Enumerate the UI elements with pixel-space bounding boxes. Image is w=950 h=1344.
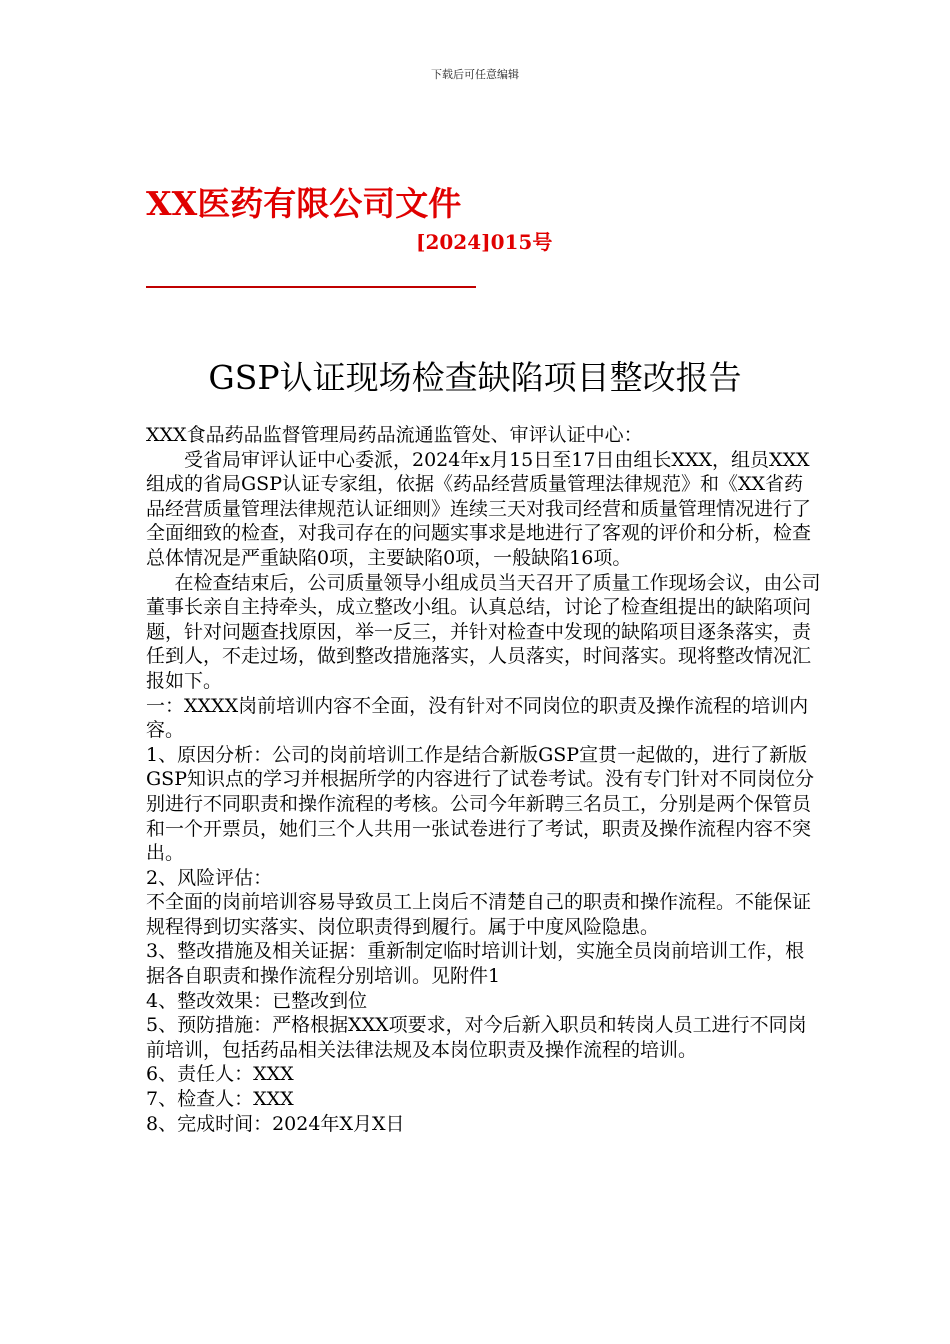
risk-assessment-heading: 2、风险评估： bbox=[146, 866, 273, 889]
inspector: 7、检查人：XXX bbox=[146, 1088, 294, 1111]
company-title: XX医药有限公司文件 bbox=[146, 184, 462, 223]
intro-paragraph: 受省局审评认证中心委派，2024年x月15日至17日由组长XXX，组员XXX组成的省局GSP认证专家组，依据《药品经营质量管理法律规范》和《XX省药品经营质量管理法律规范认证细则》连续三天对我司经营和质量管理情况进行了全面细致的检查，对我司存在的问题实事求是地进行了客观的评价和分析，检查总体情况是严重缺陷0项，主要缺陷0项，一般缺陷16项。 bbox=[146, 448, 812, 569]
cause-analysis: 1、原因分析：公司的岗前培训工作是结合新版GSP宣贯一起做的，进行了新版GSP知识点的学习并根据所学的内容进行了试卷考试。没有专门针对不同岗位分别进行不同职责和操作流程的考核。公司今年新聘三名员工，分别是两个保管员和一个开票员，她们三个人共用一张试卷进行了考试，职责及操作流程内容不突出。 bbox=[146, 743, 814, 865]
responsible-person: 6、责任人：XXX bbox=[146, 1063, 294, 1086]
defect-item-heading: 一：XXXX岗前培训内容不全面，没有针对不同岗位的职责及操作流程的培训内容。 bbox=[146, 694, 809, 742]
report-body bbox=[146, 423, 822, 1136]
addressee-line: XXX食品药品监督管理局药品流通监管处、审评认证中心： bbox=[146, 424, 643, 446]
completion-date: 8、完成时间：2024年X月X日 bbox=[146, 1112, 405, 1135]
document-number: [2024]015号 bbox=[416, 230, 553, 254]
corrective-effect: 4、整改效果：已整改到位 bbox=[146, 989, 368, 1012]
corrective-measures: 3、整改措施及相关证据：重新制定临时培训计划，实施全员岗前培训工作，根据各自职责和操作流程分别培训。见附件1 bbox=[146, 940, 805, 988]
report-title: GSP认证现场检查缺陷项目整改报告 bbox=[208, 358, 742, 397]
preventive-measures: 5、预防措施：严格根据XXX项要求，对今后新入职员和转岗人员工进行不同岗前培训，包括药品相关法律法规及本岗位职责及操作流程的培训。 bbox=[146, 1014, 807, 1061]
risk-assessment-text: 不全面的岗前培训容易导致员工上岗后不清楚自己的职责和操作流程。不能保证规程得到切实落实、岗位职责得到履行。属于中度风险隐患。 bbox=[146, 891, 812, 938]
header-note: 下载后可任意编辑 bbox=[431, 68, 519, 81]
letterhead-rule bbox=[146, 286, 476, 288]
followup-paragraph: 在检查结束后，公司质量领导小组成员当天召开了质量工作现场会议，由公司董事长亲自主持牵头，成立整改小组。认真总结，讨论了检查组提出的缺陷项问题，针对问题查找原因，举一反三，并针对检查中发现的缺陷项目逐条落实，责任到人，不走过场，做到整改措施落实，人员落实，时间落实。现将整改情况汇报如下。 bbox=[146, 571, 821, 692]
